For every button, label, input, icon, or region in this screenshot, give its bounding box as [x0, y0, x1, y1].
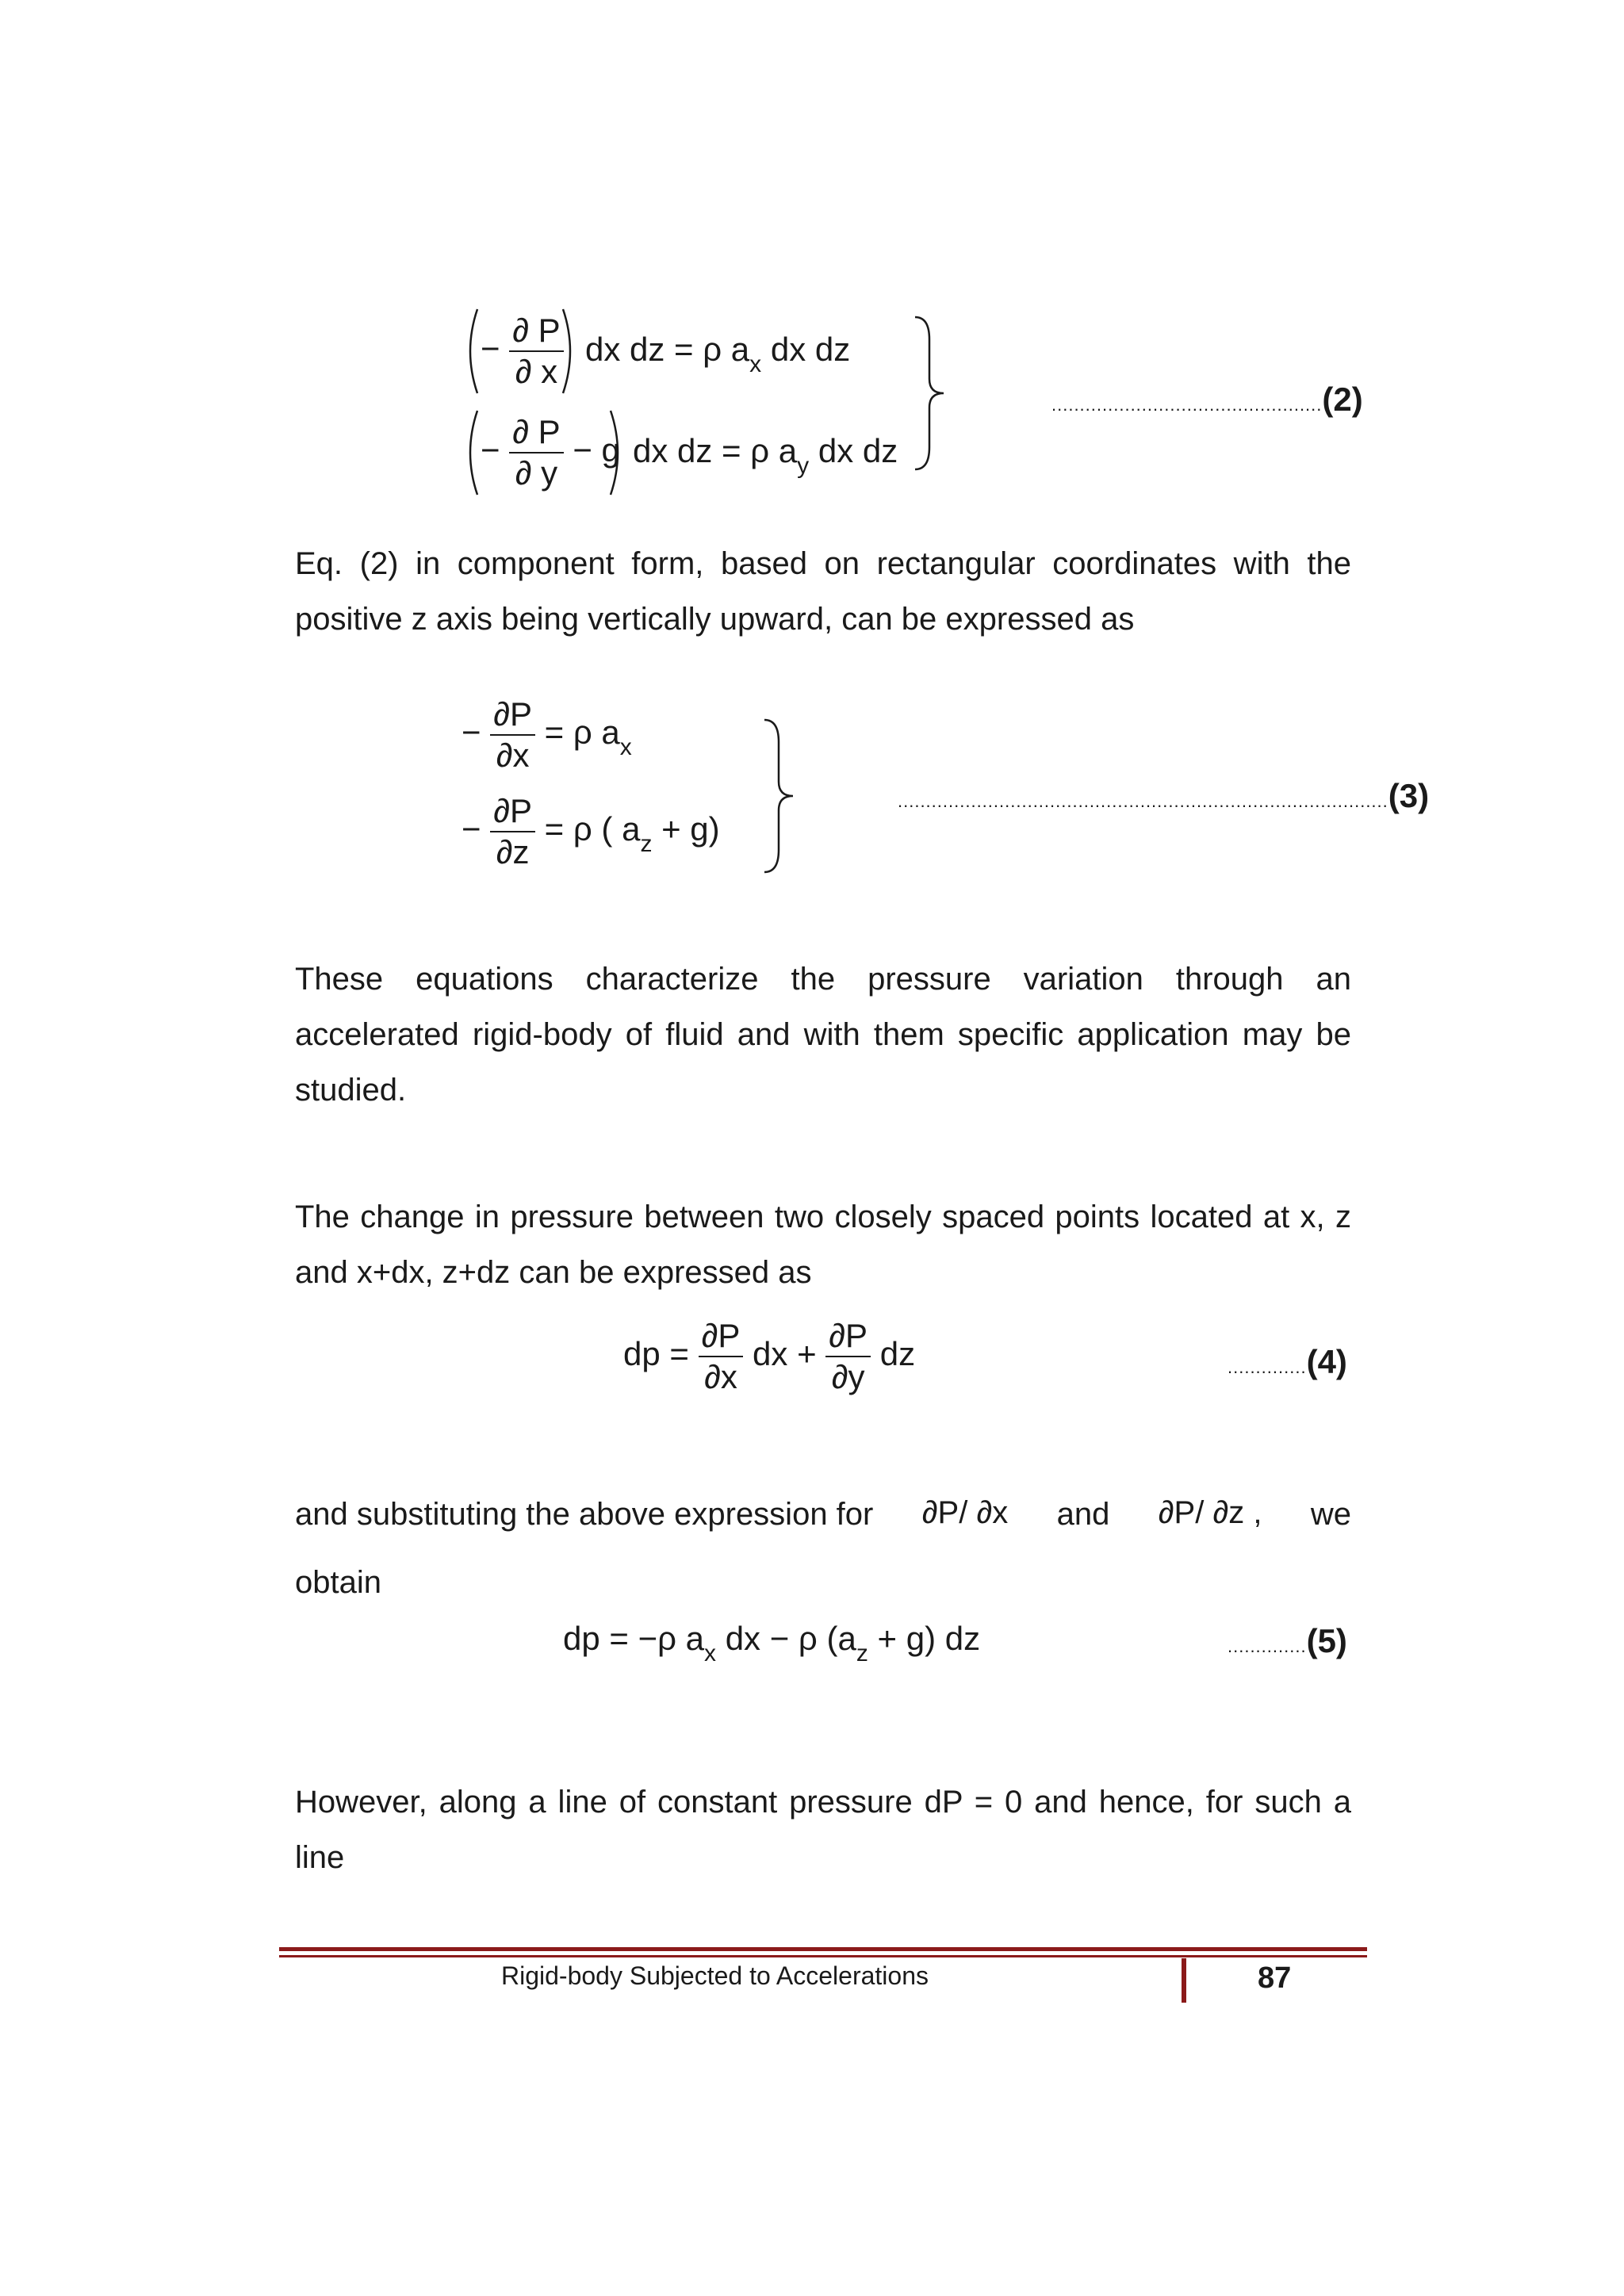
paragraph-4-line2: obtain: [295, 1565, 381, 1600]
eq2-line2: − $\frac{\partial P}{\partial y}$ − g: [481, 413, 620, 492]
page-number: 87: [1258, 1961, 1292, 1995]
eq3-number: .......................................................................................(3): [898, 777, 1430, 814]
eq2-number: ................................................(2): [1051, 381, 1363, 418]
footer-title: Rigid-body Subjected to Accelerations: [501, 1961, 929, 1990]
paragraph-2: These equations characterize the pressure variation through an accelerated rigid-body of fluid and with them specific application may be studied.: [295, 962, 1351, 1108]
eq2-line2-rhs: dx dz = ρ $a_y$ dx dz: [633, 432, 898, 479]
paragraph-3: The change in pressure between two closely spaced points located at x, z and x+dx, z+dz can be expressed as: [295, 1200, 1351, 1290]
paragraph-1: Eq. (2) in component form, based on rectangular coordinates with the positive z axis being vertically upward, can be expressed as: [295, 546, 1351, 637]
fraction: $\frac{\partial P}{\partial x}$: [509, 314, 563, 388]
footer-rule-top: [279, 1947, 1367, 1951]
fraction: $\frac{\partial P}{\partial z}$: [490, 794, 535, 869]
eq5-body: dp = −ρ $a_x$ dx − ρ $(a_z + g)$ dz: [563, 1620, 981, 1667]
left-paren: [462, 308, 481, 395]
eq5-number: ..............(5): [1228, 1622, 1347, 1659]
fraction: $\frac{\partial P}{\partial y}$: [509, 415, 563, 490]
fraction: $\frac{\partial P}{\partial x}$: [699, 1319, 744, 1394]
paragraph-4-line1: and substituting the above expression for ∂P/ ∂x and ∂P/ ∂z , we: [295, 1495, 1351, 1532]
footer-rule-bottom: [279, 1955, 1367, 1957]
right-paren: [560, 308, 579, 395]
eq4-body: dp = $\frac{\partial P}{\partial x}$ dx + $\frac{\partial P}{\partial y}$ dz: [623, 1317, 916, 1395]
right-paren: [607, 409, 626, 496]
fraction: $\frac{\partial P}{\partial y}$: [825, 1319, 871, 1394]
footer-divider: [1182, 1958, 1186, 2003]
paragraph-5: However, along a line of constant pressure dP = 0 and hence, for such a line: [295, 1785, 1351, 1875]
right-brace: [761, 718, 799, 874]
eq3-line2: − $\frac{\partial P}{\partial z}$ = ρ ( $a_z + g$): [462, 792, 720, 871]
eq3-line1: − $\frac{\partial P}{\partial x}$ = ρ $a_x$: [462, 695, 632, 774]
right-brace: [912, 316, 950, 471]
eq2-line1-rhs: dx dz = ρ $a_x$ dx dz: [585, 331, 851, 377]
left-paren: [462, 409, 481, 496]
eq4-number: ..............(4): [1228, 1343, 1347, 1380]
fraction: $\frac{\partial P}{\partial x}$: [490, 698, 535, 772]
eq2-line1: − $\frac{\partial P}{\partial x}$: [481, 314, 564, 388]
